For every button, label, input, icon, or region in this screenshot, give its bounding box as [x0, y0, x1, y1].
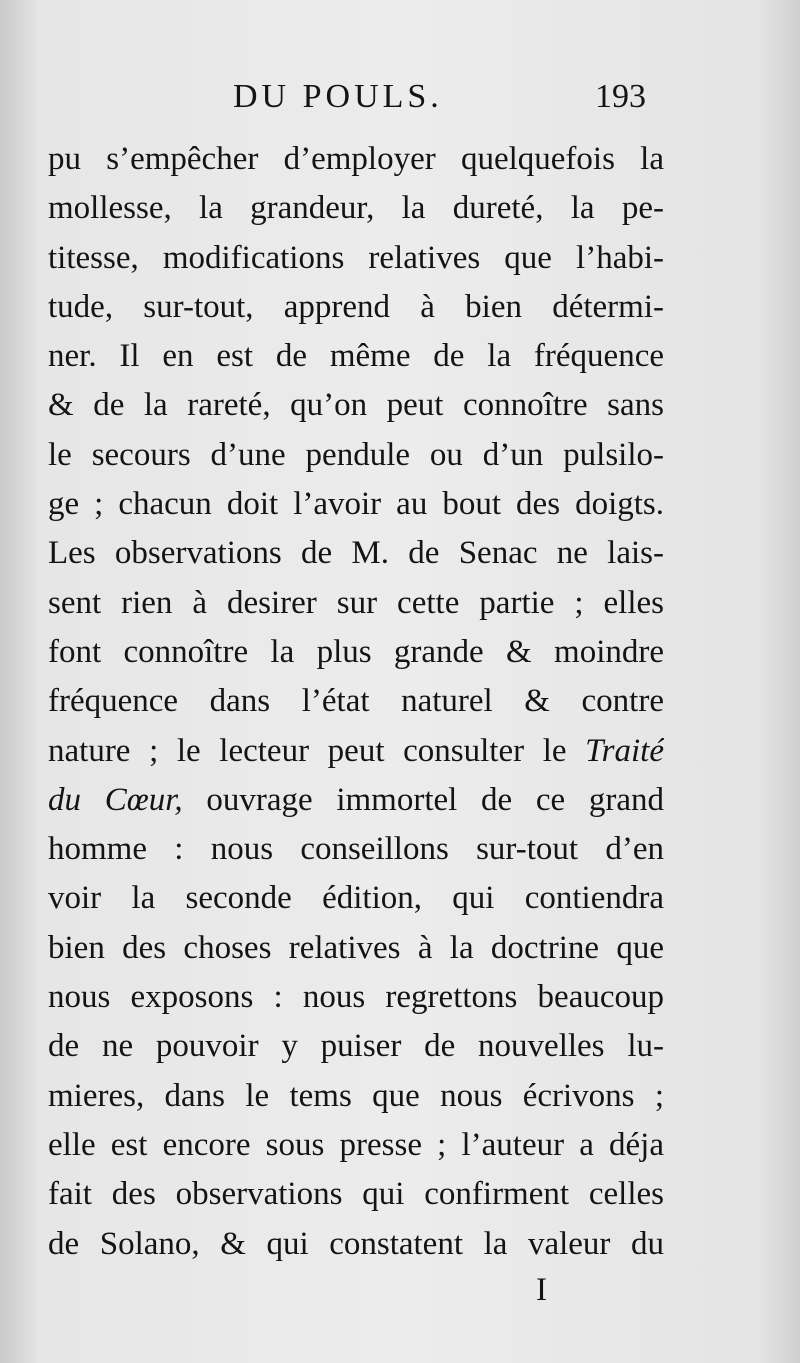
text-line: tude, sur-tout, apprend à bien détermi-: [48, 288, 664, 325]
text-segment: nature ; le lecteur peut consulter le: [48, 732, 586, 769]
text-line: ner. Il en est de même de la fréquence: [48, 338, 664, 375]
text-line: le secours d’une pendule ou d’un pulsilo-: [48, 436, 664, 473]
page-header: [0, 78, 800, 128]
text-line: bien des choses relatives à la doctrine que: [48, 929, 664, 966]
text-line: [48, 776, 664, 825]
italic-title: du Cœur,: [48, 781, 183, 818]
text-line: Les observations de M. de Senac ne lais-: [48, 535, 664, 572]
text-line: & de la rareté, qu’on peut connoître sans: [48, 387, 664, 424]
body-text: [48, 135, 664, 1269]
text-line: de Solano, & qui constatent la valeur du: [48, 1225, 664, 1262]
text-line: elle est encore sous presse ; l’auteur a déja: [48, 1126, 664, 1163]
text-line: fait des observations qui confirment celles: [48, 1176, 664, 1213]
italic-title: Traité: [585, 732, 664, 769]
text-line: font connoître la plus grande & moindre: [48, 633, 664, 670]
text-line: mollesse, la grandeur, la dureté, la pe-: [48, 190, 664, 227]
running-head: DU POULS.: [233, 78, 443, 115]
text-line: mieres, dans le tems que nous écrivons ;: [48, 1077, 664, 1114]
text-line: homme : nous conseillons sur-tout d’en: [48, 831, 664, 868]
signature-mark: I: [536, 1272, 547, 1308]
text-line: nous exposons : nous regrettons beaucoup: [48, 979, 664, 1016]
text-line: pu s’empêcher d’employer quelquefois la: [48, 141, 664, 177]
text-line: ge ; chacun doit l’avoir au bout des doigts.: [48, 486, 664, 523]
text-line: sent rien à desirer sur cette partie ; elles: [48, 584, 664, 621]
text-line: voir la seconde édition, qui contiendra: [48, 880, 664, 917]
page-number: 193: [595, 78, 646, 115]
text-segment: ouvrage immortel de ce grand: [182, 781, 664, 818]
text-line: fréquence dans l’état naturel & contre: [48, 683, 664, 720]
text-line: de ne pouvoir y puiser de nouvelles lu-: [48, 1028, 664, 1065]
text-line: titesse, modifications relatives que l’habi-: [48, 239, 664, 276]
text-line: [48, 727, 664, 776]
